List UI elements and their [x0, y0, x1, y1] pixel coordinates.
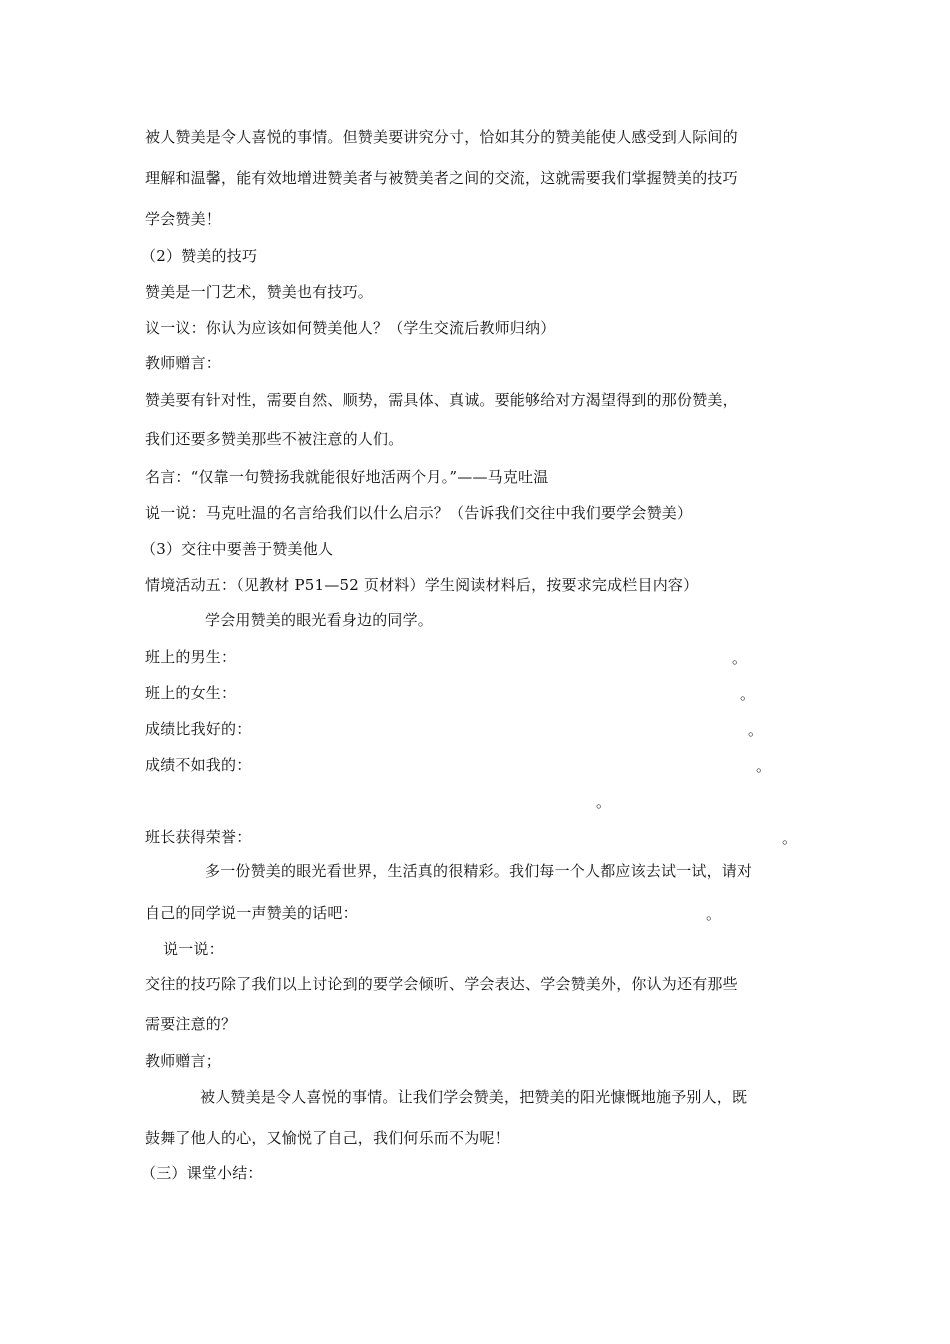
fill-period: 。 — [740, 685, 756, 703]
paragraph-line: 自己的同学说一声赞美的话吧： — [145, 904, 358, 922]
paragraph-line: 理解和温馨，能有效地增进赞美者与被赞美者之间的交流，这就需要我们掌握赞美的技巧 — [145, 169, 738, 187]
fill-period: 。 — [756, 757, 772, 775]
fill-period: 。 — [732, 649, 748, 667]
fill-period: 。 — [596, 793, 612, 811]
paragraph-line: 学会赞美！ — [145, 210, 222, 228]
fill-label-boys: 班上的男生： — [145, 648, 237, 666]
paragraph-line: 交往的技巧除了我们以上讨论到的要学会倾听、学会表达、学会赞美外，你认为还有那些 — [145, 975, 738, 993]
fill-period: 。 — [782, 829, 798, 847]
discussion-prompt: 议一议：你认为应该如何赞美他人？（学生交流后教师归纳） — [145, 319, 556, 337]
famous-quote: 名言：“仅靠一句赞扬我就能很好地活两个月。”——马克吐温 — [145, 468, 549, 486]
teacher-message-label: 教师赠言： — [145, 354, 222, 372]
fill-label-monitor: 班长获得荣誉： — [145, 828, 252, 846]
fill-period: 。 — [706, 905, 722, 923]
teacher-message-label: 教师赠言； — [145, 1052, 222, 1070]
paragraph-line: 被人赞美是令人喜悦的事情。但赞美要讲究分寸，恰如其分的赞美能使人感受到人际间的 — [145, 128, 738, 146]
fill-label-better: 成绩比我好的： — [145, 720, 252, 738]
fill-period: 。 — [748, 721, 764, 739]
paragraph-line: 多一份赞美的眼光看世界，生活真的很精彩。我们每一个人都应该去试一试，请对 — [205, 862, 753, 880]
paragraph-line: 赞美是一门艺术，赞美也有技巧。 — [145, 283, 374, 301]
paragraph-line: 我们还要多赞美那些不被注意的人们。 — [145, 430, 404, 448]
paragraph-line: 赞美要有针对性，需要自然、顺势，需具体、真诚。要能够给对方渴望得到的那份赞美， — [145, 391, 738, 409]
section-heading: （3）交往中要善于赞美他人 — [141, 540, 334, 558]
paragraph-line: 学会用赞美的眼光看身边的同学。 — [205, 611, 434, 629]
section-heading: （三）课堂小结： — [141, 1164, 263, 1182]
section-heading: （2）赞美的技巧 — [141, 247, 258, 265]
activity-instruction: 情境活动五：（见教材 P51—52 页材料）学生阅读材料后，按要求完成栏目内容） — [145, 576, 699, 594]
paragraph-line: 需要注意的？ — [145, 1015, 237, 1033]
fill-label-girls: 班上的女生： — [145, 684, 237, 702]
discussion-prompt: 说一说：马克吐温的名言给我们以什么启示？（告诉我们交往中我们要学会赞美） — [145, 504, 693, 522]
paragraph-line: 被人赞美是令人喜悦的事情。让我们学会赞美，把赞美的阳光慷慨地施予别人，既 — [200, 1088, 748, 1106]
fill-label-worse: 成绩不如我的： — [145, 756, 252, 774]
paragraph-line: 鼓舞了他人的心，又愉悦了自己，我们何乐而不为呢！ — [145, 1129, 510, 1147]
discussion-prompt: 说一说： — [163, 940, 224, 958]
